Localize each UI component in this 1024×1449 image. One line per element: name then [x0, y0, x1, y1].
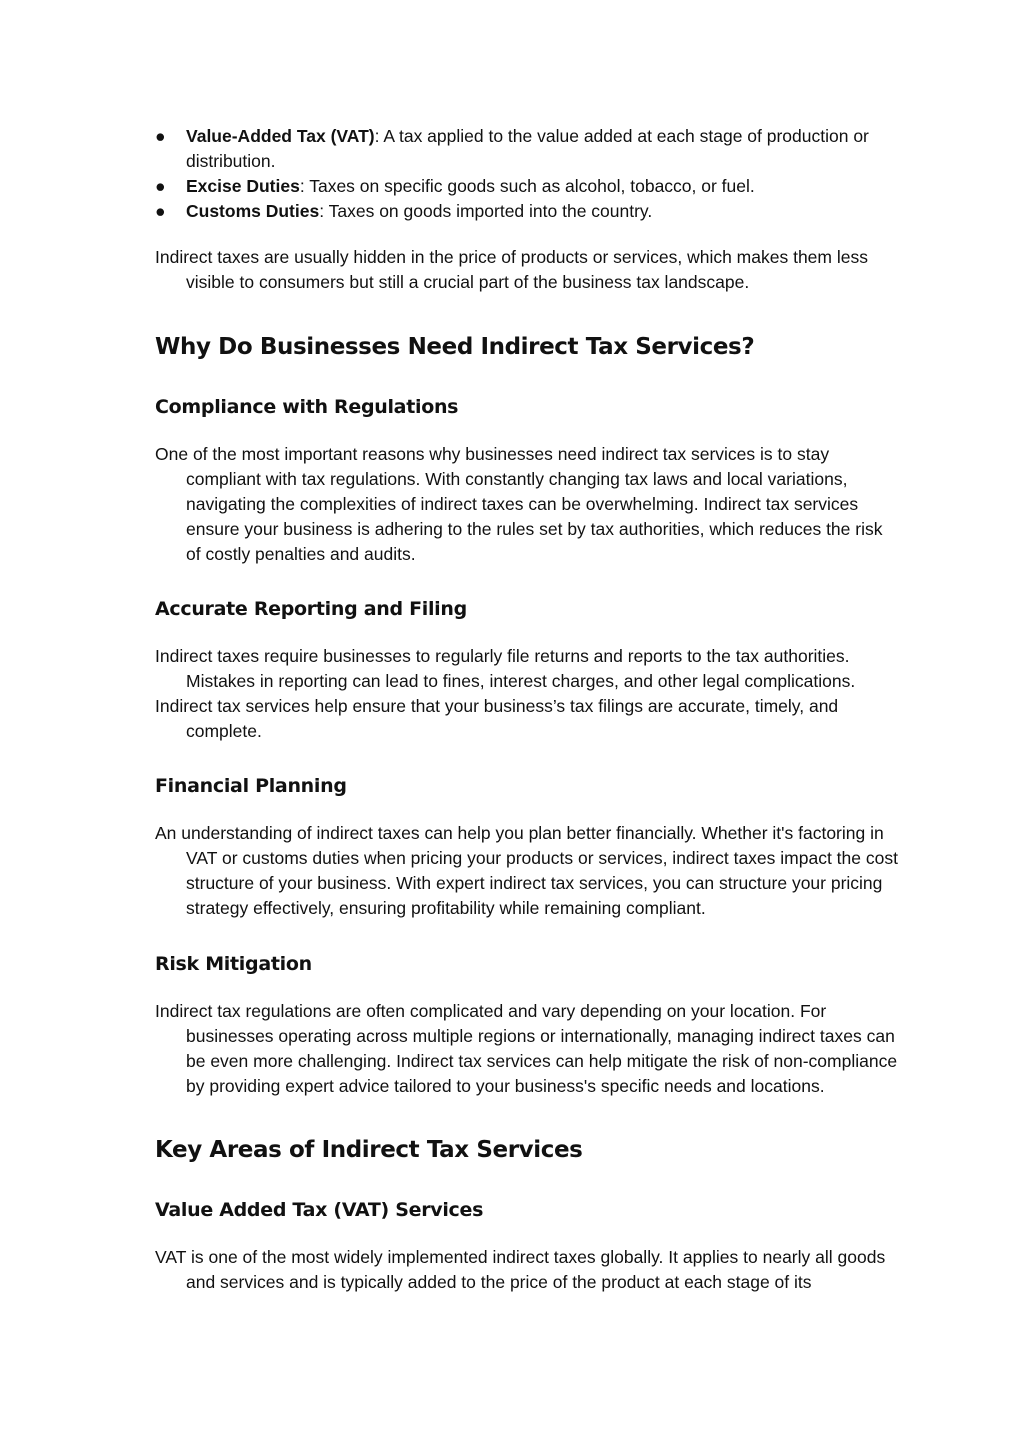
page-content [155, 124, 900, 1295]
subheading-risk: Risk Mitigation [155, 953, 312, 975]
compliance-paragraph: One of the most important reasons why businesses need indirect tax services is to stay compliant with tax regulations. With constantly changing tax laws and local variations, navigating the complexities of indirect taxes can be overwhelming. Indirect tax services ensure your business is adhering to the rules set by tax authorities, which reduces the risk of costly penalties and audits. [155, 444, 883, 564]
list-item [155, 199, 900, 224]
subheading-vat-services: Value Added Tax (VAT) Services [155, 1199, 484, 1221]
list-item-text: : Taxes on specific goods such as alcohol, tobacco, or fuel. [299, 176, 755, 196]
bullet-icon: ● [155, 201, 166, 221]
planning-paragraph: An understanding of indirect taxes can help you plan better financially. Whether it's factoring in VAT or customs duties when pricing your products or services, indirect taxes impact the cost structure of your business. With expert indirect tax services, you can structure your pricing strategy effectively, ensuring profitability while remaining compliant. [155, 823, 898, 918]
tax-types-list [155, 124, 900, 224]
subheading-compliance: Compliance with Regulations [155, 396, 459, 418]
list-item-term: Customs Duties [186, 201, 320, 221]
list-item [155, 174, 900, 199]
list-item-term: Excise Duties [186, 176, 300, 196]
subheading-planning: Financial Planning [155, 775, 347, 797]
list-item-text: : A tax applied to the value added at each stage of production or distribution. [186, 126, 869, 171]
subheading-reporting: Accurate Reporting and Filing [155, 598, 467, 620]
list-item-text: : Taxes on goods imported into the country. [319, 201, 653, 221]
vat-paragraph: VAT is one of the most widely implemented indirect taxes globally. It applies to nearly all goods and services and is typically added to the price of the product at each stage of its [155, 1247, 886, 1292]
bullet-icon: ● [155, 126, 166, 146]
section-heading-why: Why Do Businesses Need Indirect Tax Services? [155, 334, 755, 360]
reporting-paragraph-2: Indirect tax services help ensure that your business’s tax filings are accurate, timely, and complete. [155, 696, 839, 741]
section-heading-key-areas: Key Areas of Indirect Tax Services [155, 1137, 583, 1163]
list-item-term: Value-Added Tax (VAT) [186, 126, 375, 146]
intro-paragraph: Indirect taxes are usually hidden in the price of products or services, which makes them less visible to consumers but still a crucial part of the business tax landscape. [155, 247, 868, 292]
list-item [155, 124, 900, 174]
bullet-icon: ● [155, 176, 166, 196]
reporting-paragraph-1: Indirect taxes require businesses to regularly file returns and reports to the tax authorities. Mistakes in reporting can lead to fines, interest charges, and other legal complications. [155, 646, 856, 691]
risk-paragraph: Indirect tax regulations are often complicated and vary depending on your location. For businesses operating across multiple regions or internationally, managing indirect taxes can be even more challenging. Indirect tax services can help mitigate the risk of non-compliance by providing expert advice tailored to your business's specific needs and locations. [155, 1001, 898, 1096]
